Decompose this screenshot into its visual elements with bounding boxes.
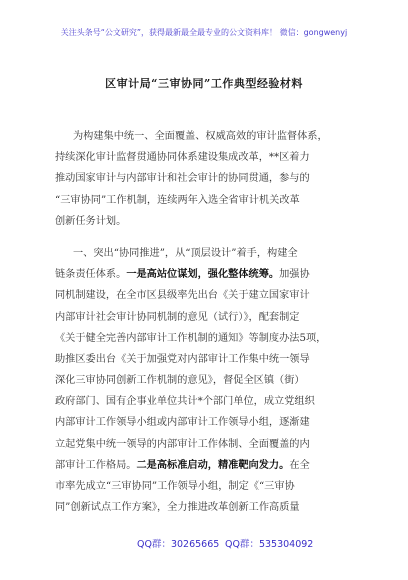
text-line: 政府部门、国有企事业单位共计*个部门单位，成立党组织 [55, 396, 315, 408]
text-segment: 部审计工作格局。 [55, 459, 137, 471]
header-banner: 关注头条号“公文研究”，获得最新最全最专业的公文资料库！ 微信：gongwenyj [60, 28, 348, 37]
text-line: 内部审计社会审计协同机制的意见（试行）》，配套制定 [55, 311, 300, 323]
text-segment: 链条责任体系。 [55, 269, 127, 281]
text-line: 持续深化审计监督贯通协同体系建设集成改革，**区着力 [55, 152, 310, 164]
bold-heading: 一是高站位谋划，强化整体统筹。 [126, 268, 280, 281]
text-line: 深化三审协同创新工作机制的意见》，督促全区镇（街） [55, 375, 305, 387]
document-body [55, 126, 353, 518]
qq-group-1: QQ群：30265665 [137, 539, 220, 550]
text-line: 同”创新试点工作方案》，全力推进改革创新工作高质量 [55, 502, 300, 514]
text-line [55, 264, 353, 285]
text-line: 为构建集中统一、全面覆盖、权威高效的审计监督体系， [73, 131, 328, 142]
document-title: 区审计局“三审协同”工作典型经验材料 [105, 77, 303, 90]
text-line: 市率先成立“三审协同”工作领导小组，制定《“三审协 [55, 481, 295, 492]
text-segment: 加强协 [279, 269, 310, 281]
qq-group-2: QQ群：535304092 [225, 539, 314, 550]
text-segment: 在全 [289, 459, 310, 471]
text-line: 《关于健全完善内部审计工作机制的通知》等制度办法5项， [55, 332, 327, 344]
text-line [55, 455, 353, 476]
text-line: 助推区委出台《关于加强党对内部审计工作集中统一领导 [55, 353, 310, 365]
text-line: 推动国家审计与内部审计和社会审计的协同贯通，参与的 [55, 173, 310, 185]
text-line: 同机制建设，在全市区县级率先出台《关于建立国家审计 [55, 290, 310, 302]
bold-heading: 二是高标准启动，精准靶向发力。 [136, 458, 290, 471]
text-line: 立起党集中统一领导的内部审计工作体制、全面覆盖的内 [55, 438, 310, 450]
paragraph-intro [55, 126, 353, 232]
text-line: “三审协同”工作机制，连续两年入选全省审计机关改革 [55, 194, 300, 206]
text-line: 一、突出“协同推进”，从“顶层设计”着手，构建全 [73, 247, 298, 259]
text-line: 内部审计工作领导小组或内部审计工作领导小组，逐渐建 [55, 417, 310, 429]
text-line: 创新任务计划。 [55, 215, 127, 227]
paragraph-section-one [55, 243, 353, 518]
